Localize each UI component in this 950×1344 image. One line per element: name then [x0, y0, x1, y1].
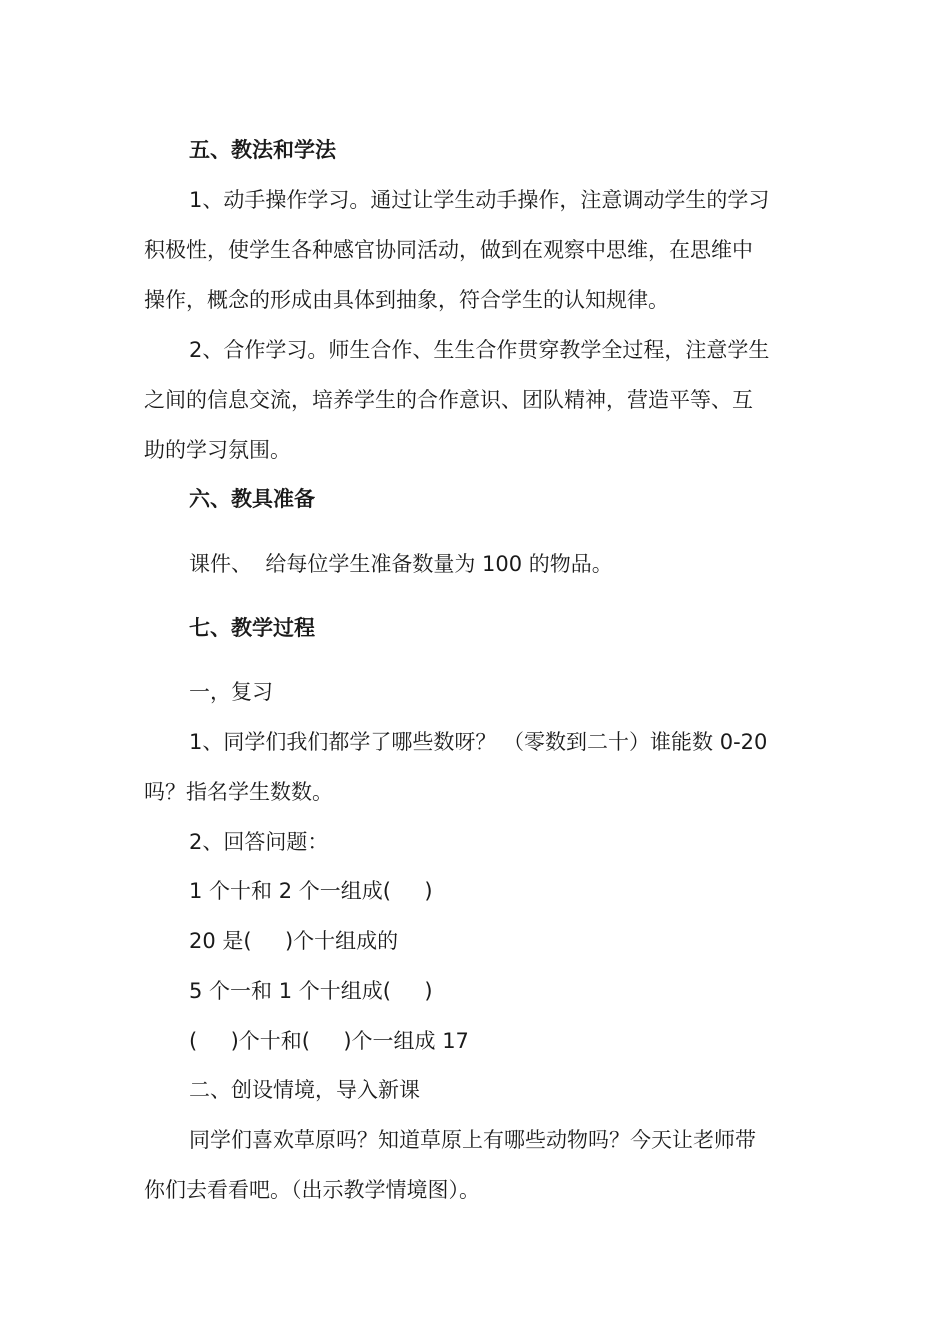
paragraph-line: 1、动手操作学习。通过让学生动手操作，注意调动学生的学习 — [189, 188, 770, 212]
paragraph-line: 之间的信息交流，培养学生的合作意识、团队精神，营造平等、互 — [144, 388, 753, 412]
paragraph-line: 同学们喜欢草原吗？知道草原上有哪些动物吗？今天让老师带 — [189, 1128, 756, 1152]
question-line: 吗？指名学生数数。 — [144, 780, 333, 804]
section-heading-teaching-methods: 五、教法和学法 — [189, 138, 336, 162]
section-heading-teaching-aids: 六、教具准备 — [189, 487, 315, 511]
teaching-aids-text: 课件、 给每位学生准备数量为 100 的物品。 — [189, 552, 613, 576]
question-item: ( )个十和( )个一组成 17 — [189, 1029, 469, 1053]
paragraph-line: 你们去看看吧。（出示教学情境图）。 — [144, 1178, 480, 1202]
paragraph-line: 积极性，使学生各种感官协同活动，做到在观察中思维，在思维中 — [144, 238, 753, 262]
question-title: 2、回答问题： — [189, 830, 329, 854]
review-title: 一，复习 — [189, 680, 273, 704]
question-line: 1、同学们我们都学了哪些数呀？ （零数到二十）谁能数 0-20 — [189, 730, 768, 754]
paragraph-line: 助的学习氛围。 — [144, 438, 291, 462]
paragraph-line: 2、合作学习。师生合作、生生合作贯穿教学全过程，注意学生 — [189, 338, 770, 362]
section-heading-teaching-process: 七、教学过程 — [189, 616, 315, 640]
question-item: 1 个十和 2 个一组成( ) — [189, 879, 433, 903]
question-item: 20 是( )个十组成的 — [189, 929, 399, 953]
part-two-title: 二、创设情境，导入新课 — [189, 1078, 420, 1102]
question-item: 5 个一和 1 个十组成( ) — [189, 979, 433, 1003]
paragraph-line: 操作，概念的形成由具体到抽象，符合学生的认知规律。 — [144, 288, 669, 312]
